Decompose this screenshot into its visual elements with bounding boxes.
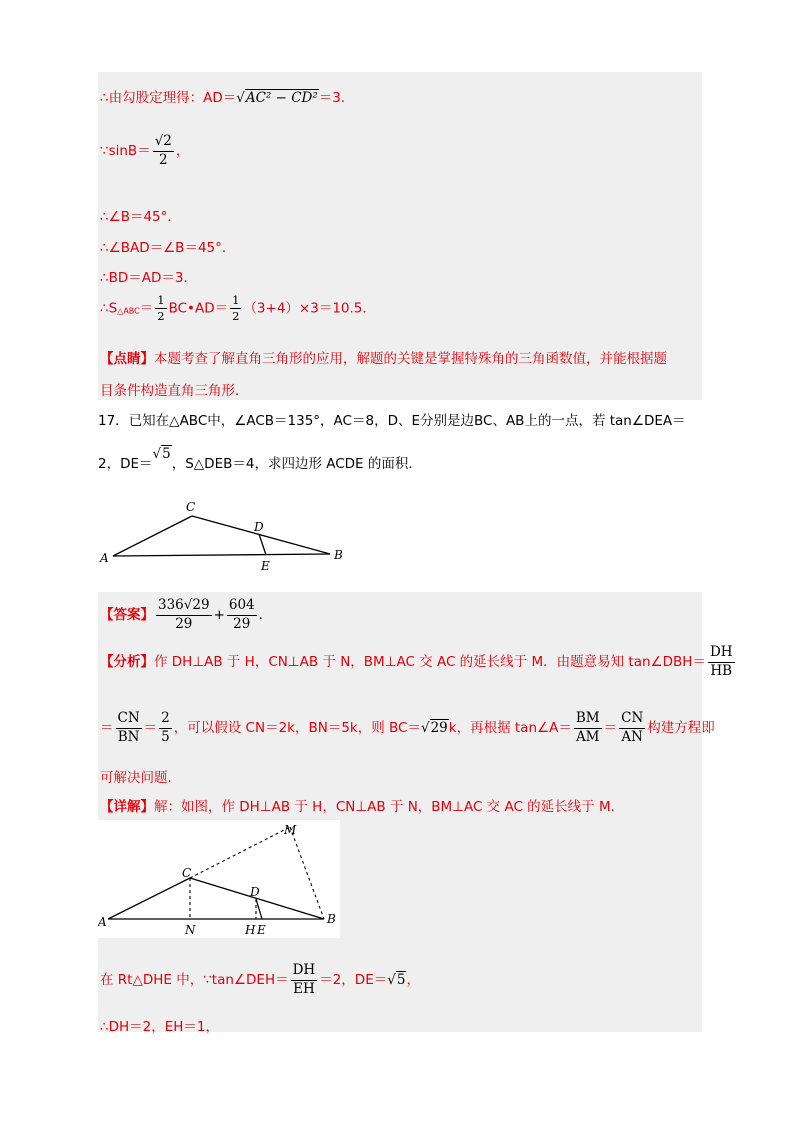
detail-line: [100, 795, 624, 815]
fig2-label-d: D: [250, 885, 260, 899]
area-n2: 1: [230, 294, 241, 309]
answer-d1: 29: [175, 615, 193, 632]
analysis-line-3: 可解决问题．: [100, 770, 181, 786]
sinb-den: 2: [159, 151, 168, 168]
problem-text-2a: 2，DE＝: [98, 456, 153, 472]
fig2-label-h: H: [245, 923, 256, 937]
sinb-num: √2: [153, 134, 174, 152]
fig1-side-ac: [113, 516, 192, 556]
analysis-f3-den: 5: [161, 728, 170, 745]
sinb-fraction: [153, 134, 174, 168]
answer-n2: 604: [227, 598, 257, 616]
answer-n1: 336√29: [156, 598, 212, 616]
area-fraction-2: [230, 294, 241, 323]
answer-fraction-1: [156, 598, 212, 632]
fig1-label-d: D: [254, 520, 264, 534]
problem-text-1: 已知在△ABC中，∠ACB＝135°，AC＝8，D、E分别是边BC、AB上的一点，若 tan∠DEA＝: [128, 413, 686, 429]
fig1-side-ab: [113, 554, 330, 556]
problem-line-1: [98, 409, 686, 429]
detail-tag: 【详解】: [100, 799, 154, 815]
analysis-text-3: k，再根据 tan∠A＝: [448, 720, 572, 737]
area-mid: BC•AD＝: [168, 300, 229, 317]
analysis-f3-num: 2: [159, 711, 172, 729]
fig2-label-n: N: [185, 923, 196, 937]
problem-text-2b: ，S△DEB＝4，求四边形 ACDE 的面积．: [171, 456, 422, 472]
fig2-side-ac: [108, 878, 190, 919]
sinb-suffix: ，: [175, 143, 190, 160]
analysis-eq-2: ＝: [143, 720, 158, 737]
analysis-f5-den: AN: [621, 728, 643, 745]
analysis-fraction-dh-hb: [708, 645, 735, 679]
area-prefix: ∴S: [100, 300, 118, 317]
detail-text: 解：如图，作 DH⊥AB 于 H，CN⊥AB 于 N，BM⊥AC 交 AC 的延长线于 M．: [154, 799, 625, 815]
analysis-f2-den: BN: [117, 728, 140, 745]
analysis-line-2: [100, 711, 715, 745]
analysis-fraction-cn-bn: [116, 711, 142, 745]
rt-fraction-dh-eh: [291, 963, 318, 997]
area-line: [100, 294, 376, 323]
analysis-sqrt29: √29: [420, 720, 448, 737]
analysis-text-1: 作 DH⊥AB 于 H，CN⊥AB 于 N，BM⊥AC 交 AC 的延长线于 M．由题意易知 tan∠DBH＝: [154, 654, 706, 671]
analysis-f4-num: BM: [574, 711, 602, 729]
rt-mid: ＝2，DE＝: [319, 972, 388, 989]
answer-tag: 【答案】: [100, 607, 154, 624]
analysis-eq-1: ＝: [100, 720, 114, 737]
fig2-label-e: E: [257, 923, 266, 937]
ad-line: [100, 86, 354, 106]
area-d1: 2: [157, 309, 165, 324]
answer-d2: 29: [233, 615, 251, 632]
fig1-label-e: E: [261, 559, 270, 573]
area-fraction-1: [155, 294, 166, 323]
problem-sqrt5-radicand: 5: [162, 446, 171, 462]
analysis-fraction-cn-an: [619, 711, 645, 745]
analysis-text-4: 构建方程即: [647, 720, 715, 737]
fig2-label-b: B: [327, 912, 336, 926]
answer-line: [100, 598, 272, 632]
area-eq: ＝: [139, 300, 154, 317]
area-suffix: （3+4）×3＝10.5．: [243, 300, 376, 317]
analysis-f1-num: DH: [708, 645, 735, 663]
comment-tag: 【点睛】: [100, 351, 154, 367]
analysis-text-2: ，可以假设 CN＝2k，BN＝5k，则 BC＝: [173, 720, 421, 737]
rt-line: [100, 963, 420, 997]
fig1-label-c: C: [186, 500, 196, 514]
problem-line-2: [98, 446, 422, 472]
answer-plus: +: [213, 607, 225, 624]
analysis-f5-num: CN: [619, 711, 645, 729]
fig2-label-m: M: [284, 823, 297, 837]
analysis-eq-3: ＝: [603, 720, 618, 737]
comment-text-1: 本题考查了解直角三角形的应用，解题的关键是掌握特殊角的三角函数值，并能根据题: [154, 351, 667, 367]
rt-sqrt5: √5: [387, 972, 406, 989]
analysis-fraction-bm-am: [574, 711, 602, 745]
comment-line-1: [100, 347, 667, 367]
comment-line-2: 目条件构造直角三角形．: [100, 383, 249, 399]
final-line: ∴DH＝2，EH＝1，: [100, 1019, 219, 1035]
analysis-fraction-2-5: [159, 711, 172, 745]
rt-prefix: 在 Rt△DHE 中，∵tan∠DEH＝: [100, 972, 289, 989]
fig1-segment-de: [259, 534, 266, 555]
rt-suffix: ，: [406, 972, 420, 989]
triangle-figure-2: [98, 820, 340, 938]
fig1-label-b: B: [334, 548, 343, 562]
answer-fraction-2: [227, 598, 257, 632]
analysis-sqrt29-radicand: 29: [430, 720, 448, 737]
fig1-label-a: A: [100, 551, 109, 565]
ad-suffix: ＝3．: [318, 90, 355, 106]
problem-number: 17．: [98, 413, 129, 429]
fig2-segment-bm: [290, 827, 324, 919]
analysis-f4-den: AM: [575, 728, 600, 745]
fig2-label-c: C: [182, 866, 192, 880]
ad-sqrt: √AC² − CD²: [236, 90, 318, 106]
ad-radicand: AC² − CD²: [245, 90, 318, 106]
problem-sqrt5: √5: [152, 446, 171, 462]
ad-prefix: ∴由勾股定理得：AD＝: [100, 90, 237, 106]
sinb-line: [100, 134, 189, 168]
fig2-extension-cm: [190, 827, 290, 878]
answer-suffix: ．: [258, 607, 273, 624]
analysis-tag: 【分析】: [100, 654, 154, 671]
area-d2: 2: [232, 309, 240, 324]
sinb-prefix: ∵sinB＝: [100, 143, 151, 160]
rt-sqrt5-radicand: 5: [396, 972, 406, 989]
rt-f-num: DH: [291, 963, 318, 981]
analysis-f2-num: CN: [116, 711, 142, 729]
triangle-figure-1: [98, 496, 358, 574]
analysis-line-1: [100, 645, 737, 679]
fig2-segment-de: [256, 899, 262, 919]
area-subscript: △ABC: [117, 306, 140, 316]
b45-line: ∴∠B＝45°．: [100, 209, 181, 225]
analysis-f1-den: HB: [710, 662, 733, 679]
bd-line: ∴BD＝AD＝3．: [100, 270, 197, 286]
rt-f-den: EH: [293, 980, 315, 997]
fig2-label-a: A: [98, 915, 107, 929]
area-n1: 1: [155, 294, 166, 309]
bad-line: ∴∠BAD＝∠B＝45°．: [100, 240, 236, 256]
